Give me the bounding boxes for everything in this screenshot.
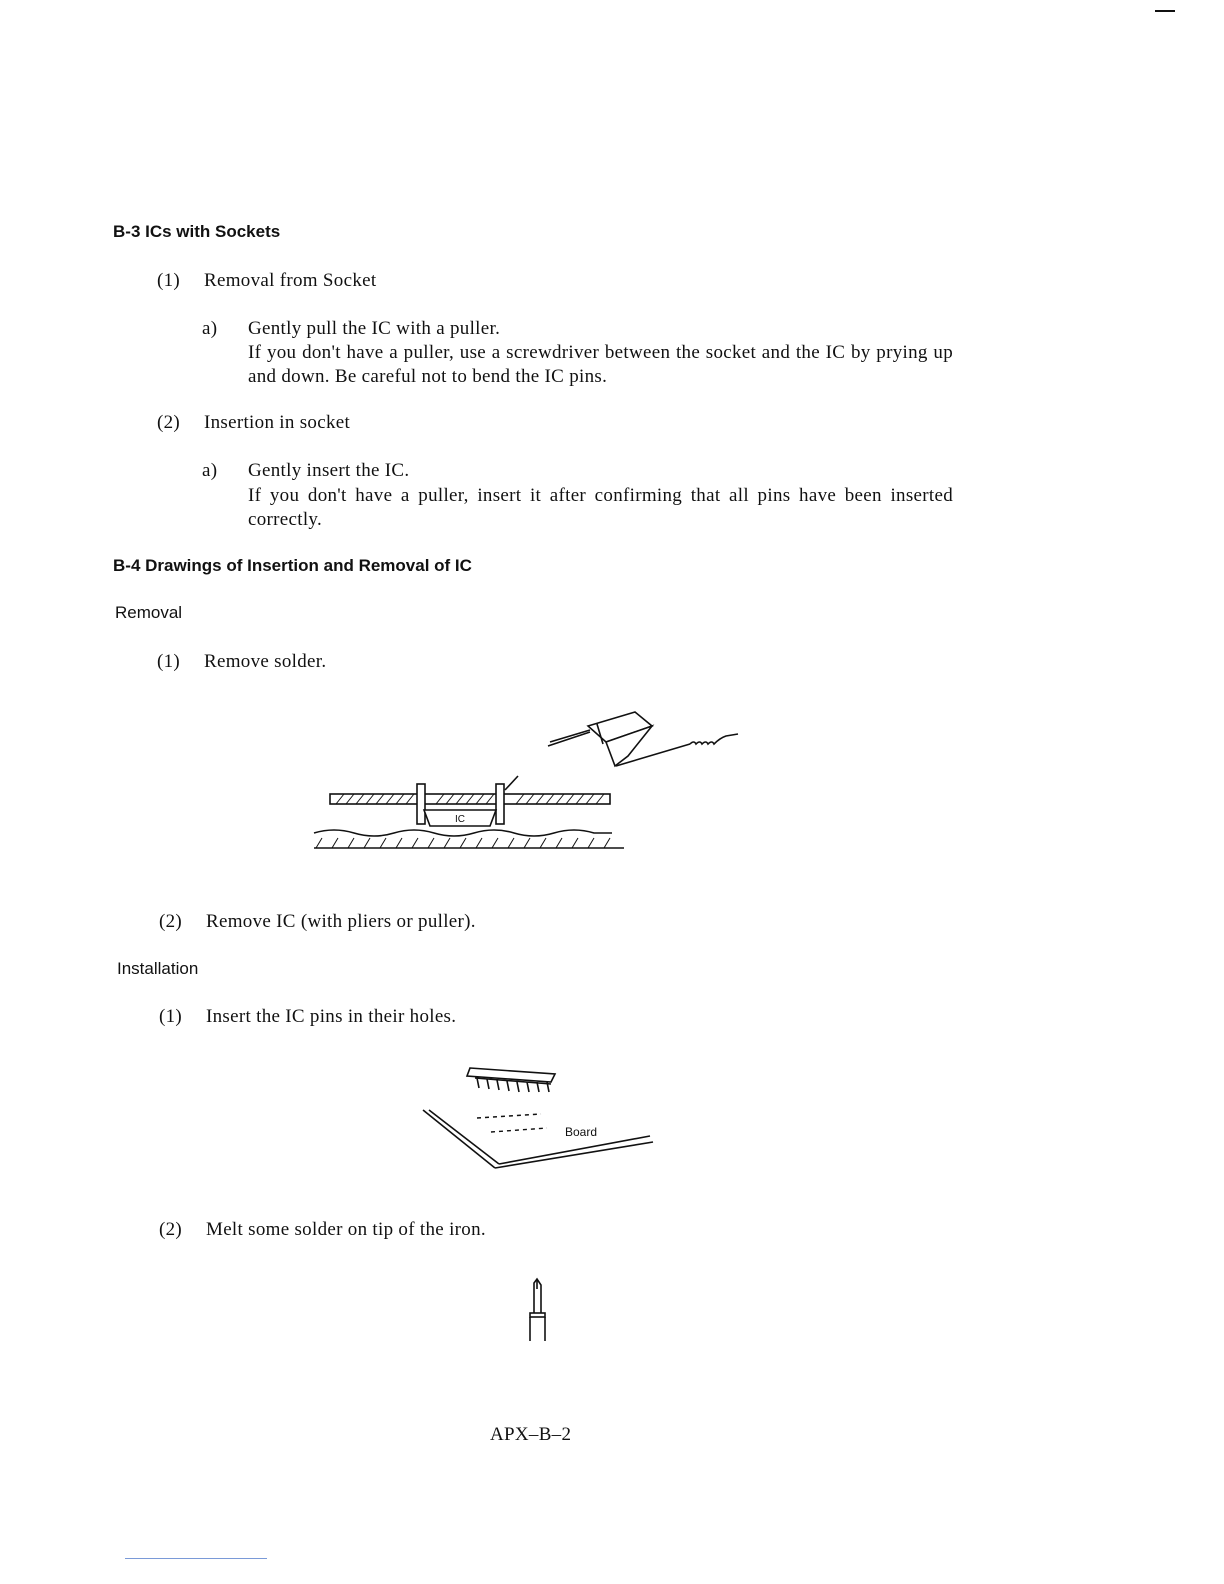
- installation-heading: Installation: [117, 959, 199, 978]
- step-number: (2): [159, 911, 183, 932]
- scan-mark: [125, 1558, 267, 1559]
- step-number: (2): [159, 1219, 183, 1240]
- step-text: Remove IC (with pliers or puller).: [206, 911, 476, 932]
- step-number: (1): [157, 651, 181, 672]
- step-text: Insert the IC pins in their holes.: [206, 1006, 457, 1027]
- ic-label: IC: [455, 814, 465, 825]
- removal-figure: [300, 700, 760, 860]
- item-number: (1): [157, 270, 181, 291]
- sub-item-paragraph: If you don't have a puller, insert it after confirming that all pins have been inserted correctly.: [248, 485, 953, 530]
- board-label: Board: [565, 1125, 598, 1139]
- section-b3-heading: B-3 ICs with Sockets: [113, 222, 281, 241]
- section-b4-heading: B-4 Drawings of Insertion and Removal of IC: [113, 556, 472, 575]
- installation-figure: [415, 1060, 665, 1180]
- sub-item-line: Gently insert the IC.: [248, 460, 410, 481]
- item-title: Insertion in socket: [204, 412, 351, 433]
- soldering-iron-icon: [548, 712, 738, 766]
- sub-item-line: Gently pull the IC with a puller.: [248, 318, 501, 339]
- scan-mark: [1155, 10, 1175, 12]
- removal-heading: Removal: [115, 603, 183, 622]
- sub-item-label: a): [202, 318, 218, 339]
- iron-tip-icon: [530, 1279, 545, 1341]
- item-number: (2): [157, 412, 181, 433]
- sub-item-label: a): [202, 460, 218, 481]
- step-number: (1): [159, 1006, 183, 1027]
- sub-item-paragraph: If you don't have a puller, use a screwdriver between the socket and the IC by prying up and down. Be careful not to bend the IC pins.: [248, 342, 953, 387]
- page-number: APX–B–2: [490, 1424, 572, 1445]
- step-text: Remove solder.: [204, 651, 327, 672]
- ic-chip-icon: [467, 1068, 555, 1092]
- item-title: Removal from Socket: [204, 270, 377, 291]
- step-text: Melt some solder on tip of the iron.: [206, 1219, 486, 1240]
- iron-tip-figure: [525, 1275, 555, 1345]
